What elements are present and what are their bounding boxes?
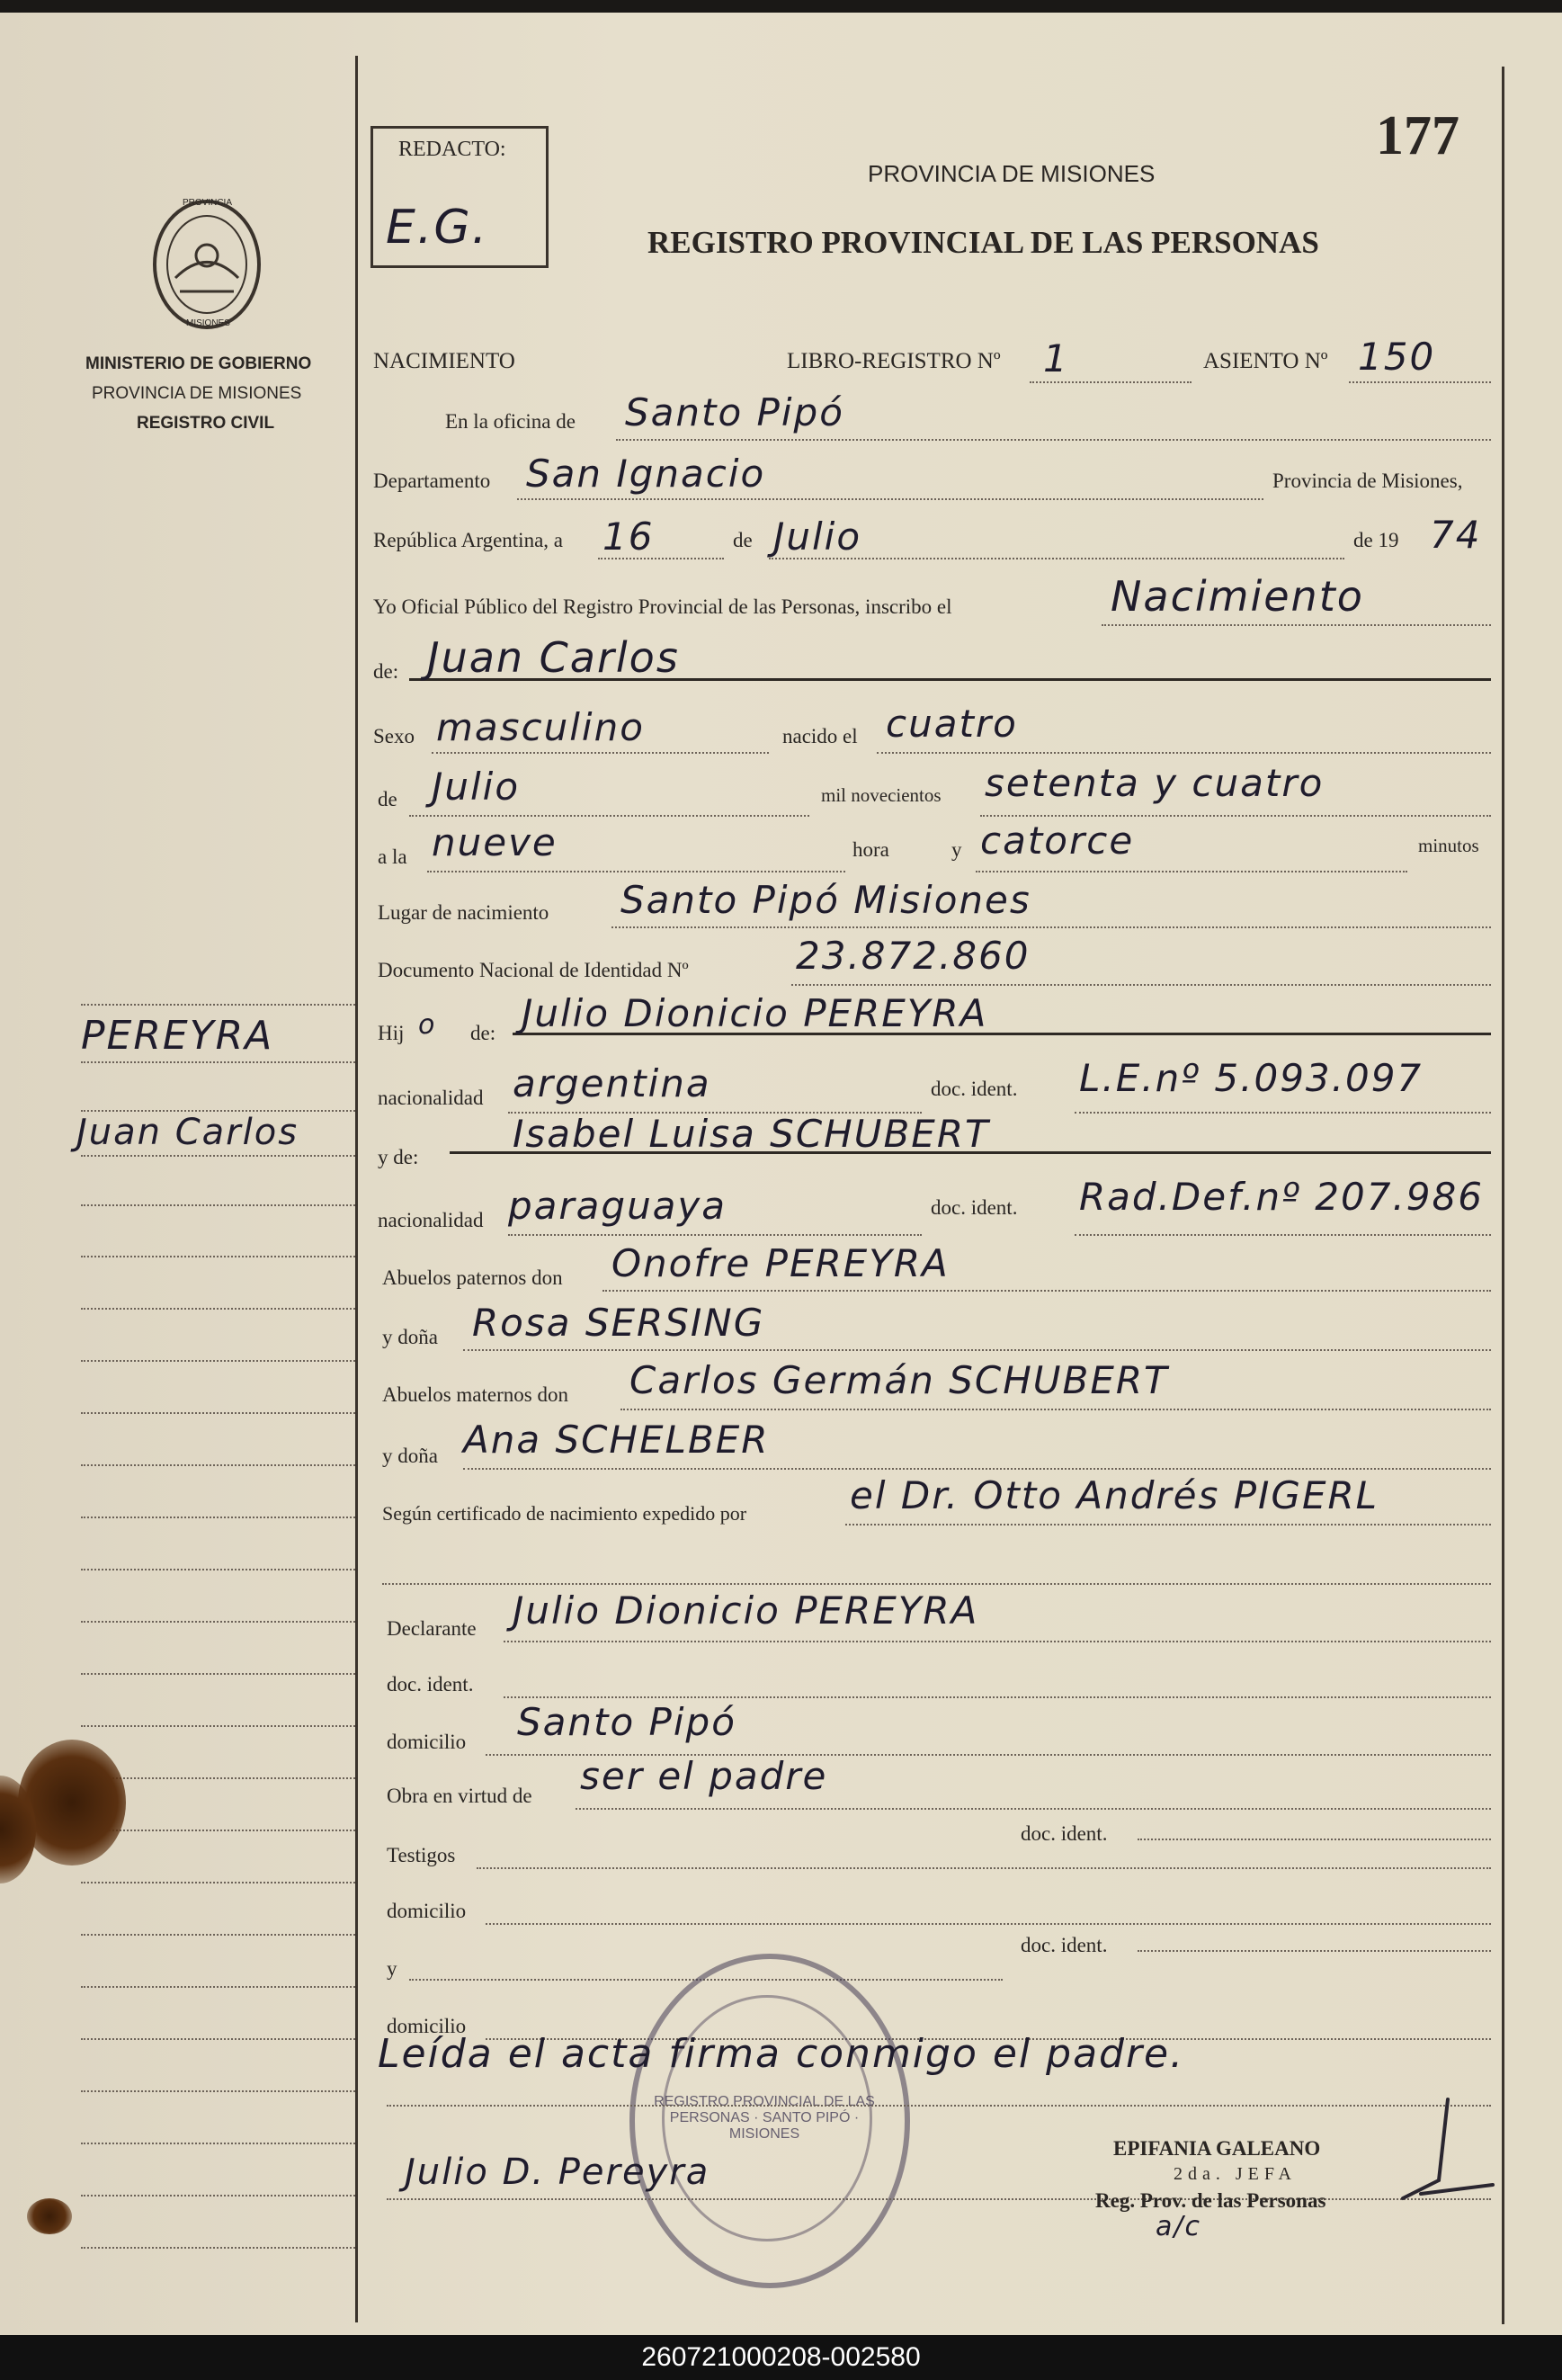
testigos-domicilio-line	[486, 1923, 1491, 1925]
margin-line	[81, 1621, 355, 1623]
madre-docident-label: doc. ident.	[931, 1196, 1018, 1219]
testigos-line	[477, 1867, 1491, 1869]
nombre-label: de:	[373, 660, 399, 683]
margin-line	[81, 1934, 355, 1936]
margin-line	[81, 1155, 355, 1157]
minutos-label: minutos	[1418, 835, 1479, 856]
testigos-y-domicilio-label: domicilio	[387, 2015, 467, 2037]
margin-line	[81, 1725, 355, 1727]
margin-line	[81, 1256, 355, 1257]
madre-label: y de:	[378, 1146, 419, 1168]
madre-doc-value: Rad.Def.nº 207.986	[1079, 1175, 1484, 1219]
margin-line	[81, 1204, 355, 1206]
abuela-paterna-label: y doña	[382, 1326, 438, 1348]
madre-value: Isabel Luisa SCHUBERT	[513, 1112, 990, 1156]
margin-line	[81, 1569, 355, 1570]
abuela-paterna-line	[463, 1349, 1491, 1351]
obra-label: Obra en virtud de	[387, 1785, 532, 1807]
certificado-line-2	[382, 1583, 1491, 1585]
inscribo-value: Nacimiento	[1111, 572, 1364, 621]
right-margin-rule	[1502, 67, 1504, 2324]
oficina-label: En la oficina de	[445, 410, 576, 433]
margin-line	[81, 1110, 355, 1112]
padre-value: Julio Dionicio PEREYRA	[522, 991, 988, 1035]
madre-doc-line	[1075, 1234, 1491, 1236]
abuela-materna-label: y doña	[382, 1445, 438, 1467]
margin-line	[81, 1986, 355, 1988]
departamento-label: Departamento	[373, 470, 491, 492]
ala-label: a la	[378, 846, 407, 868]
domicilio-value: Santo Pipó	[517, 1700, 736, 1744]
sexo-line	[432, 752, 769, 754]
margin-line	[81, 1882, 355, 1883]
nombre-value: Juan Carlos	[427, 633, 680, 682]
redacto-label: REDACTO:	[398, 138, 506, 161]
margin-line	[81, 1517, 355, 1518]
margin-given-name: Juan Carlos	[76, 1112, 299, 1153]
declarante-value: Julio Dionicio PEREYRA	[513, 1588, 979, 1633]
padre-nacionalidad-value: argentina	[513, 1061, 711, 1105]
abuela-materna-line	[463, 1468, 1491, 1470]
official-registry: Reg. Prov. de las Personas	[1095, 2189, 1326, 2212]
nacido-mes-value: Julio	[432, 765, 521, 809]
hijo-label: Hij	[378, 1022, 405, 1044]
margin-line	[81, 1673, 355, 1675]
margin-line	[81, 2143, 355, 2144]
margin-line	[81, 2195, 355, 2197]
docident2-label: doc. ident.	[387, 1673, 474, 1696]
seal-text: REGISTRO PROVINCIAL DE LAS PERSONAS · SANTO PIPÓ · MISIONES	[654, 2094, 875, 2142]
ink-stain	[27, 2198, 72, 2234]
anio-value: 74	[1430, 513, 1482, 557]
nacido-label: nacido el	[782, 725, 858, 747]
madre-nacionalidad-label: nacionalidad	[378, 1209, 484, 1231]
declarante-line	[504, 1641, 1491, 1642]
declarante-label: Declarante	[387, 1617, 477, 1640]
domicilio-label: domicilio	[387, 1731, 467, 1753]
docident2-line	[504, 1696, 1491, 1698]
provincia-label: Provincia de Misiones,	[1272, 470, 1463, 492]
anio-label: de 19	[1353, 529, 1399, 551]
provincial-emblem-icon	[144, 192, 270, 336]
departamento-value: San Ignacio	[526, 452, 766, 496]
y-label: y	[951, 838, 962, 861]
minutos-value: catorce	[980, 819, 1135, 863]
testigos-domicilio-label: domicilio	[387, 1900, 467, 1922]
abuela-materna-value: Ana SCHELBER	[463, 1418, 770, 1462]
hijo-suffix: o	[418, 1009, 437, 1041]
testigos-y-docident-label: doc. ident.	[1021, 1934, 1108, 1956]
de-label: de	[733, 529, 753, 551]
margin-line	[81, 2090, 355, 2092]
ministry-line-1: MINISTERIO DE GOBIERNO	[85, 354, 312, 373]
testigos-docident-label: doc. ident.	[1021, 1822, 1108, 1845]
province-header: PROVINCIA DE MISIONES	[868, 160, 1156, 187]
padre-doc-line	[1075, 1112, 1491, 1114]
sexo-label: Sexo	[373, 725, 415, 747]
abuelo-materno-line	[620, 1409, 1491, 1410]
sexo-value: masculino	[436, 705, 645, 749]
official-seal	[629, 1954, 910, 2288]
margin-line	[81, 1004, 355, 1006]
asiento-value: 150	[1358, 335, 1436, 379]
emblem-text-bottom: MISIONES	[186, 318, 230, 328]
oficina-value: Santo Pipó	[625, 390, 844, 434]
libro-label: LIBRO-REGISTRO Nº	[787, 349, 1001, 373]
record-type-label: NACIMIENTO	[373, 349, 515, 373]
libro-line	[1030, 381, 1192, 383]
abuelos-maternos-label: Abuelos maternos don	[382, 1383, 568, 1406]
hora-line	[427, 871, 845, 872]
margin-line	[81, 2038, 355, 2040]
page-number: 177	[1376, 105, 1459, 166]
dia-value: 16	[602, 514, 655, 559]
nacido-anio-line	[980, 815, 1491, 817]
nacido-dia-value: cuatro	[886, 702, 1018, 746]
abuelos-paternos-label: Abuelos paternos don	[382, 1266, 563, 1289]
official-signature-icon	[1385, 2081, 1511, 2225]
documento-label: Documento Nacional de Identidad Nº	[378, 959, 689, 981]
obra-line	[576, 1808, 1491, 1810]
signature-declarante: Julio D. Pereyra	[405, 2152, 710, 2193]
oficina-line	[616, 439, 1491, 441]
departamento-line	[517, 498, 1263, 500]
hijo-de-label: de:	[470, 1022, 496, 1044]
registry-header: REGISTRO PROVINCIAL DE LAS PERSONAS	[647, 225, 1319, 260]
margin-line	[81, 1830, 355, 1831]
documento-line	[791, 984, 1491, 986]
ink-stain	[18, 1740, 126, 1866]
hora-label: hora	[852, 838, 889, 861]
de2-label: de	[378, 788, 397, 810]
hora-value: nueve	[432, 820, 558, 864]
republica-label: República Argentina, a	[373, 529, 563, 551]
madre-nacionalidad-line	[508, 1234, 922, 1236]
margin-line	[81, 1360, 355, 1362]
libro-value: 1	[1043, 336, 1069, 380]
emblem-text-top: PROVINCIA	[183, 198, 233, 208]
padre-nacionalidad-label: nacionalidad	[378, 1087, 484, 1109]
margin-surname: PEREYRA	[81, 1013, 274, 1059]
abuela-paterna-value: Rosa SERSING	[472, 1301, 765, 1345]
leida-text: Leída el acta firma conmigo el padre.	[378, 2031, 1185, 2077]
ministry-line-2: PROVINCIA DE MISIONES	[92, 384, 302, 403]
segun-label: Según certificado de nacimiento expedido por	[382, 1502, 747, 1525]
lugar-line	[611, 926, 1491, 928]
margin-line	[81, 1061, 355, 1063]
nacido-mes-line	[409, 815, 809, 817]
testigos-doc-line	[1138, 1839, 1491, 1840]
margin-line	[81, 1412, 355, 1414]
ministry-line-3: REGISTRO CIVIL	[137, 414, 275, 433]
testigos-y-doc-line	[1138, 1950, 1491, 1952]
official-cargo: 2da. JEFA	[1174, 2164, 1297, 2184]
redacto-value: E.G.	[386, 201, 489, 255]
leida-line-2	[387, 2105, 1491, 2107]
asiento-line	[1349, 381, 1491, 383]
testigos-y-label: y	[387, 1957, 397, 1980]
minutos-line	[976, 871, 1407, 872]
official-ac: a/c	[1156, 2211, 1201, 2242]
inscribo-line	[1102, 624, 1491, 626]
top-bar	[0, 0, 1562, 13]
certificado-value: el Dr. Otto Andrés PIGERL	[850, 1473, 1379, 1517]
footer-id: 260721000208-002580	[0, 2335, 1562, 2380]
mil-label: mil novecientos	[821, 784, 942, 806]
oficial-label: Yo Oficial Público del Registro Provincial de las Personas, inscribo el	[373, 595, 952, 618]
documento-value: 23.872.860	[796, 934, 1031, 978]
testigos-label: Testigos	[387, 1844, 456, 1866]
lugar-label: Lugar de nacimiento	[378, 901, 549, 924]
official-name: EPIFANIA GALEANO	[1113, 2137, 1321, 2160]
padre-doc-value: L.E.nº 5.093.097	[1079, 1056, 1424, 1100]
redacto-box	[370, 126, 549, 268]
mes-value: Julio	[773, 514, 862, 559]
margin-line	[81, 2247, 355, 2249]
margin-line	[81, 1464, 355, 1466]
padre-docident-label: doc. ident.	[931, 1078, 1018, 1100]
asiento-label: ASIENTO Nº	[1203, 349, 1328, 373]
madre-nacionalidad-value: paraguaya	[508, 1184, 727, 1228]
abuelo-paterno-line	[602, 1290, 1491, 1292]
abuelo-materno-value: Carlos Germán SCHUBERT	[629, 1358, 1169, 1402]
certificado-line	[845, 1524, 1491, 1526]
left-column-rule	[355, 56, 358, 2322]
obra-value: ser el padre	[580, 1754, 828, 1798]
nacido-dia-line	[877, 752, 1491, 754]
lugar-value: Santo Pipó Misiones	[620, 878, 1031, 922]
margin-line	[81, 1308, 355, 1310]
document-page	[0, 13, 1562, 2335]
nacido-anio-value: setenta y cuatro	[985, 761, 1325, 805]
abuelo-paterno-value: Onofre PEREYRA	[611, 1241, 950, 1285]
